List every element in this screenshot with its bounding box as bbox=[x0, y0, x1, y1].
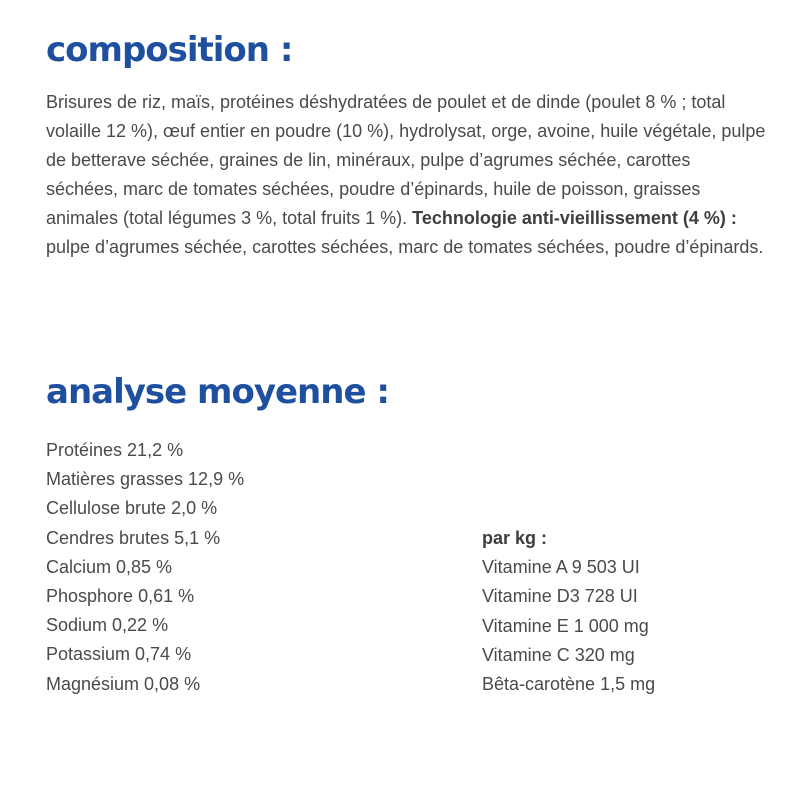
analysis-item-matieres-grasses: Matières grasses 12,9 % bbox=[46, 469, 245, 490]
vitamin-item-c: Vitamine C 320 mg bbox=[482, 644, 635, 665]
vitamin-item-a: Vitamine A 9 503 UI bbox=[482, 557, 640, 578]
analysis-item-phosphore: Phosphore 0,61 % bbox=[46, 586, 195, 607]
analysis-item-cellulose: Cellulose brute 2,0 % bbox=[46, 498, 218, 519]
vitamin-block bbox=[482, 524, 655, 699]
analysis-item-sodium: Sodium 0,22 % bbox=[46, 615, 169, 636]
per-kg-label: par kg : bbox=[482, 528, 548, 548]
vitamin-item-e: Vitamine E 1 000 mg bbox=[482, 615, 649, 636]
analysis-item-proteines: Protéines 21,2 % bbox=[46, 440, 184, 460]
vitamin-list bbox=[482, 553, 655, 699]
analysis-list bbox=[46, 436, 244, 699]
composition-heading: composition : bbox=[46, 30, 293, 70]
analysis-heading: analyse moyenne : bbox=[46, 372, 389, 412]
analysis-item-potassium: Potassium 0,74 % bbox=[46, 644, 192, 665]
composition-text-part1: Brisures de riz, maïs, protéines déshydratées de poulet et de dinde (poulet 8 % ; total volaille 12 %), œuf entier en poudre (10 %), hydrolysat, orge, avoine, huile végétale, pulpe de betterave séchée, graines de lin, minéraux, pulpe d’agrumes séchée, carottes séchées, marc de tomates séchées, poudre d’épinards, huile de poisson, graisses animales (total légumes 3 %, total fruits 1 %). bbox=[46, 92, 766, 228]
vitamin-item-d3: Vitamine D3 728 UI bbox=[482, 586, 638, 607]
analysis-item-magnesium: Magnésium 0,08 % bbox=[46, 673, 201, 694]
composition-text-part2: pulpe d’agrumes séchée, carottes séchées, marc de tomates séchées, poudre d’épinards. bbox=[46, 237, 764, 257]
analysis-item-calcium: Calcium 0,85 % bbox=[46, 556, 173, 577]
vitamin-item-beta-carotene: Bêta-carotène 1,5 mg bbox=[482, 674, 656, 695]
analysis-item-cendres: Cendres brutes 5,1 % bbox=[46, 527, 221, 548]
composition-text bbox=[46, 88, 766, 262]
composition-text-bold: Technologie anti-vieillissement (4 %) : bbox=[412, 208, 737, 228]
